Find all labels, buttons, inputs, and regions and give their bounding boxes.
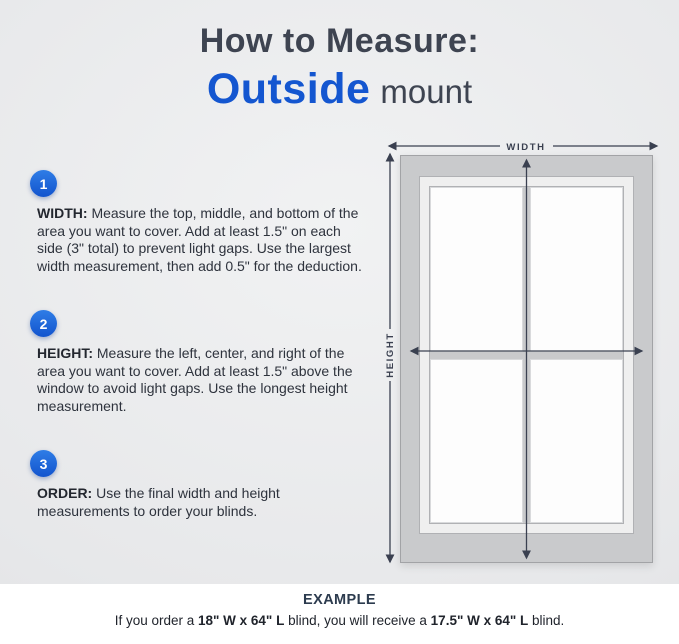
step-1-body: Measure the top, middle, and bottom of the area you want to cover. Add at least 1.5" on each side (3" total) to prevent light gaps. Use the largest width measurement, then add 0.5" for the deduction. bbox=[37, 205, 362, 274]
title-line-1: How to Measure: bbox=[199, 22, 480, 60]
window-diagram bbox=[378, 133, 670, 575]
step-3-body: Use the final width and height measurements to order your blinds. bbox=[37, 485, 280, 519]
step-1-text bbox=[37, 205, 369, 275]
example-suffix: blind. bbox=[528, 613, 565, 628]
example-middle: blind, you will receive a bbox=[284, 613, 431, 628]
dimension-arrows bbox=[378, 133, 670, 575]
step-2-label: HEIGHT: bbox=[37, 345, 93, 361]
page-title bbox=[0, 22, 679, 114]
step-3-text bbox=[37, 485, 357, 520]
step-1-badge bbox=[30, 170, 57, 197]
step-2-number: 2 bbox=[39, 315, 48, 332]
step-2-body: Measure the left, center, and right of the area you want to cover. Add at least 1.5" above the window to avoid light gaps. Use the longest height measurement. bbox=[37, 345, 353, 414]
step-3-number: 3 bbox=[39, 455, 48, 472]
step-1-number: 1 bbox=[39, 175, 48, 192]
center-measure-lines bbox=[411, 160, 642, 558]
title-mount-word: mount bbox=[380, 73, 473, 110]
title-mount-type: Outside bbox=[206, 65, 371, 113]
example-received-size: 17.5" W x 64" L bbox=[430, 613, 529, 628]
height-label: HEIGHT bbox=[385, 332, 396, 378]
example-sentence bbox=[0, 613, 679, 628]
example-prefix: If you order a bbox=[114, 613, 198, 628]
step-3-badge bbox=[30, 450, 57, 477]
step-2-text bbox=[37, 345, 375, 415]
example-ordered-size: 18" W x 64" L bbox=[198, 613, 285, 628]
step-2-badge bbox=[30, 310, 57, 337]
example-section bbox=[0, 584, 679, 644]
step-3-label: ORDER: bbox=[37, 485, 93, 501]
title-line-2 bbox=[0, 65, 679, 114]
width-label: WIDTH bbox=[506, 142, 546, 153]
step-1-label: WIDTH: bbox=[37, 205, 88, 221]
example-heading: EXAMPLE bbox=[303, 592, 376, 608]
